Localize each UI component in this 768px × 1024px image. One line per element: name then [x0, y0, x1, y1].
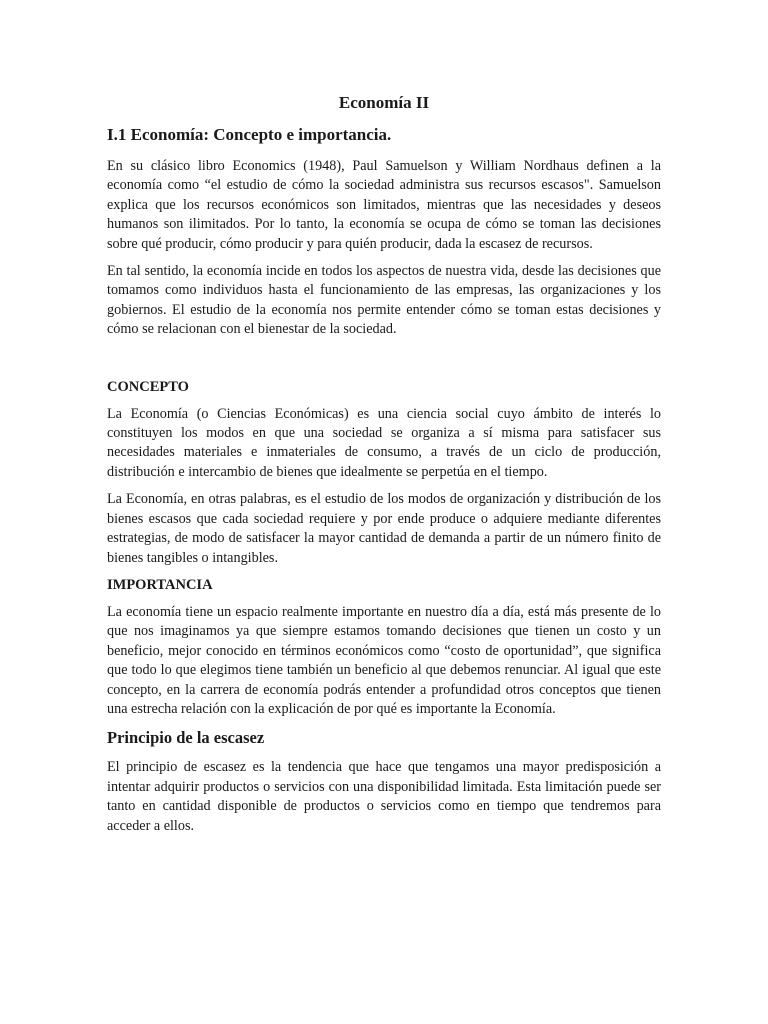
document-title: Economía II — [338, 93, 430, 112]
concepto-heading: CONCEPTO — [107, 378, 189, 395]
principio-paragraph-1: El principio de escasez es la tendencia que hace que tengamos una mayor predisposición a intentar adquirir productos o servicios con una disponibilidad limitada. Esta limitación puede ser tanto en cantidad disponible de productos o servicios como en tiempo que tendremos para acceder a ellos. — [107, 759, 661, 834]
importancia-paragraph-1: La economía tiene un espacio realmente importante en nuestro día a día, está más presente de lo que nos imaginamos ya que siempre estamos tomando decisiones que tienen un costo y un beneficio, mejor conocido en términos económicos como “costo de oportunidad”, que significa que todo lo que elegimos tiene también un beneficio al que debemos renunciar. Al igual que este concepto, en la carrera de economía podrás entender a profundidad otros conceptos que tienen una estrecha relación con la explicación de por qué es importante la Economía. — [107, 603, 661, 717]
section-heading: I.1 Economía: Concepto e importancia. — [107, 125, 392, 144]
intro-paragraph-1: En su clásico libro Economics (1948), Paul Samuelson y William Nordhaus definen a la economía como “el estudio de cómo la sociedad administra sus recursos escasos". Samuelson explica que los recursos económicos son limitados, mientras que las necesidades y deseos humanos son ilimitados. Por lo tanto, la economía se ocupa de cómo se toman las decisiones sobre qué producir, cómo producir y para quién producir, dada la escasez de recursos. — [107, 158, 661, 252]
concepto-paragraph-1: La Economía (o Ciencias Económicas) es una ciencia social cuyo ámbito de interés lo constituyen los modos en que una sociedad se organiza a sí misma para satisfacer sus necesidades materiales e inmateriales de consumo, a través de un ciclo de producción, distribución e intercambio de bienes que idealmente se perpetúa en el tiempo. — [107, 405, 661, 480]
principio-heading: Principio de la escasez — [107, 728, 265, 748]
intro-paragraph-2: En tal sentido, la economía incide en todos los aspectos de nuestra vida, desde las decisiones que tomamos como individuos hasta el funcionamiento de las empresas, las organizaciones y los gobiernos. El estudio de la economía nos permite entender cómo se toman estas decisiones y cómo se relacionan con el bienestar de la sociedad. — [107, 263, 661, 338]
concepto-paragraph-2: La Economía, en otras palabras, es el estudio de los modos de organización y distribución de los bienes escasos que cada sociedad requiere y por ende produce o adquiere mediante diferentes estrategias, de modo de satisfacer la mayor cantidad de demanda a partir de un número finito de bienes tangibles o intangibles. — [107, 491, 661, 566]
importancia-heading: IMPORTANCIA — [107, 576, 213, 593]
document-page — [107, 92, 661, 844]
spacer — [107, 348, 661, 378]
